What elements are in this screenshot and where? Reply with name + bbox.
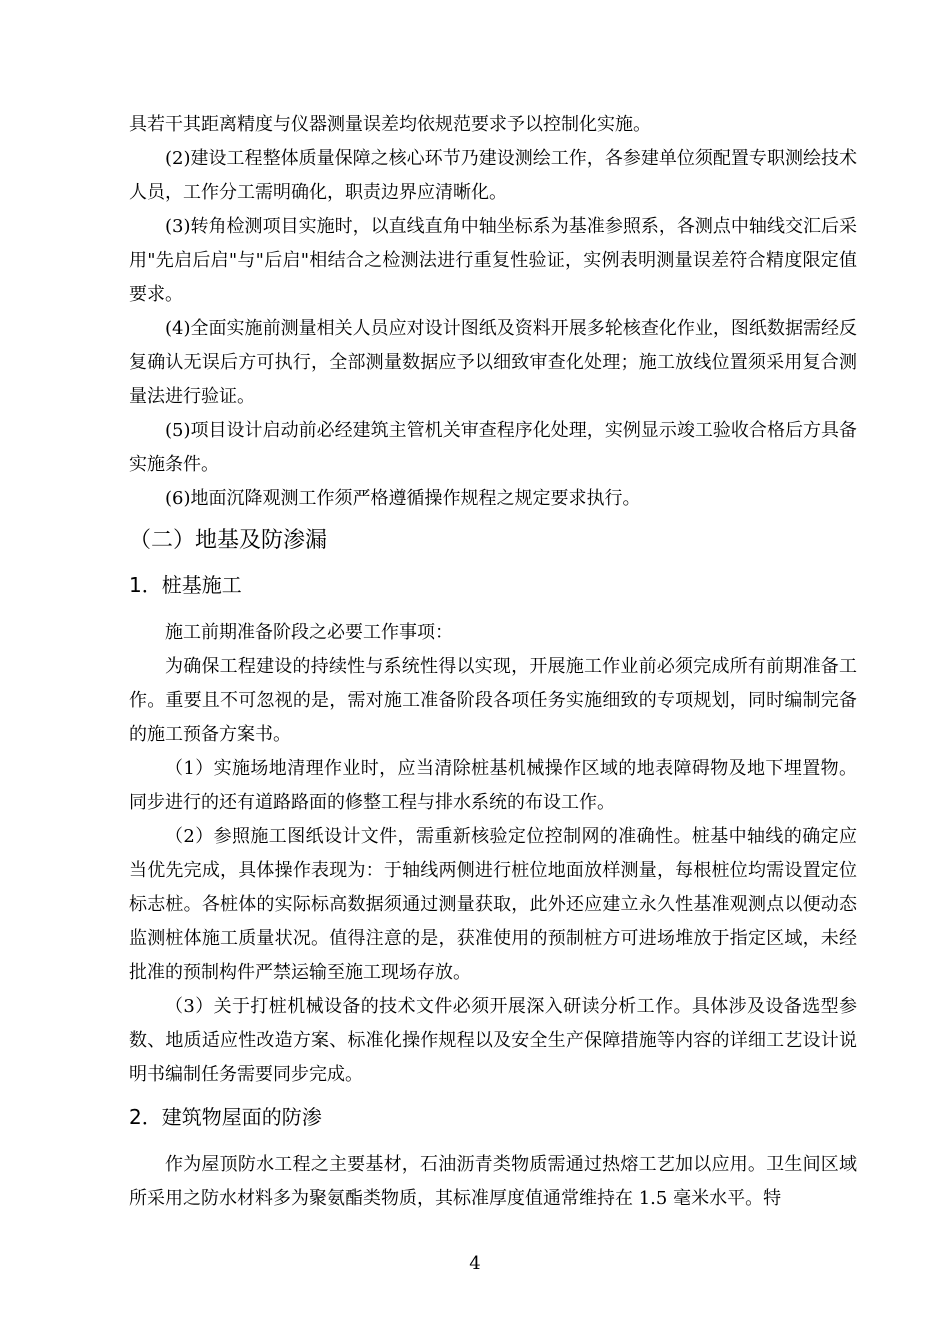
paragraph-item-6: (6)地面沉降观测工作须严格遵循操作规程之规定要求执行。: [165, 488, 641, 509]
paragraph-step-3: （3）关于打桩机械设备的技术文件必须开展深入研读分析工作。具体涉及设备选型参数、地质适应性改造方案、标准化操作规程以及安全生产保障措施等内容的详细工艺设计说明书编制任务需要同步完成。: [129, 996, 857, 1085]
page-body: [129, 108, 857, 1216]
paragraph-step-2: （2）参照施工图纸设计文件，需重新核验定位控制网的准确性。桩基中轴线的确定应当优先完成，具体操作表现为：于轴线两侧进行桩位地面放样测量，每根桩位均需设置定位标志桩。各桩体的实际标高数据须通过测量获取，此外还应建立永久性基准观测点以便动态监测桩体施工质量状况。值得注意的是，获准使用的预制桩方可进场堆放于指定区域，未经批准的预制构件严禁运输至施工现场存放。: [129, 826, 857, 983]
paragraph-roof: 作为屋顶防水工程之主要基材，石油沥青类物质需通过热熔工艺加以应用。卫生间区域所采用之防水材料多为聚氨酯类物质，其标准厚度值通常维持在 1.5 毫米水平。特: [129, 1154, 857, 1209]
paragraph-step-1: （1）实施场地清理作业时，应当清除桩基机械操作区域的地表障碍物及地下埋置物。同步进行的还有道路路面的修整工程与排水系统的布设工作。: [129, 758, 857, 813]
sub-heading-roof-waterproofing: 2．建筑物屋面的防渗: [129, 1105, 322, 1129]
paragraph-item-3: (3)转角检测项目实施时，以直线直角中轴坐标系为基准参照系，各测点中轴线交汇后采用"先启后启"与"后启"相结合之检测法进行重复性验证，实例表明测量误差符合精度限定值要求。: [129, 216, 857, 305]
section-heading: （二）地基及防渗漏: [129, 528, 328, 553]
paragraph-preparation: 为确保工程建设的持续性与系统性得以实现，开展施工作业前必须完成所有前期准备工作。重要且不可忽视的是，需对施工准备阶段各项任务实施细致的专项规划，同时编制完备的施工预备方案书。: [129, 656, 857, 745]
paragraph-item-5: (5)项目设计启动前必经建筑主管机关审查程序化处理，实例显示竣工验收合格后方具备实施条件。: [129, 420, 857, 475]
sub-heading-pile-foundation: 1．桩基施工: [129, 573, 242, 597]
page-number: 4: [469, 1253, 481, 1274]
paragraph-intro: 施工前期准备阶段之必要工作事项：: [165, 622, 453, 643]
paragraph-item-2: (2)建设工程整体质量保障之核心环节乃建设测绘工作，各参建单位须配置专职测绘技术人员，工作分工需明确化，职责边界应清晰化。: [129, 148, 857, 203]
paragraph-continued: 具若干其距离精度与仪器测量误差均依规范要求予以控制化实施。: [129, 114, 651, 135]
paragraph-item-4: (4)全面实施前测量相关人员应对设计图纸及资料开展多轮核查化作业，图纸数据需经反复确认无误后方可执行，全部测量数据应予以细致审查化处理；施工放线位置须采用复合测量法进行验证。: [129, 318, 857, 407]
